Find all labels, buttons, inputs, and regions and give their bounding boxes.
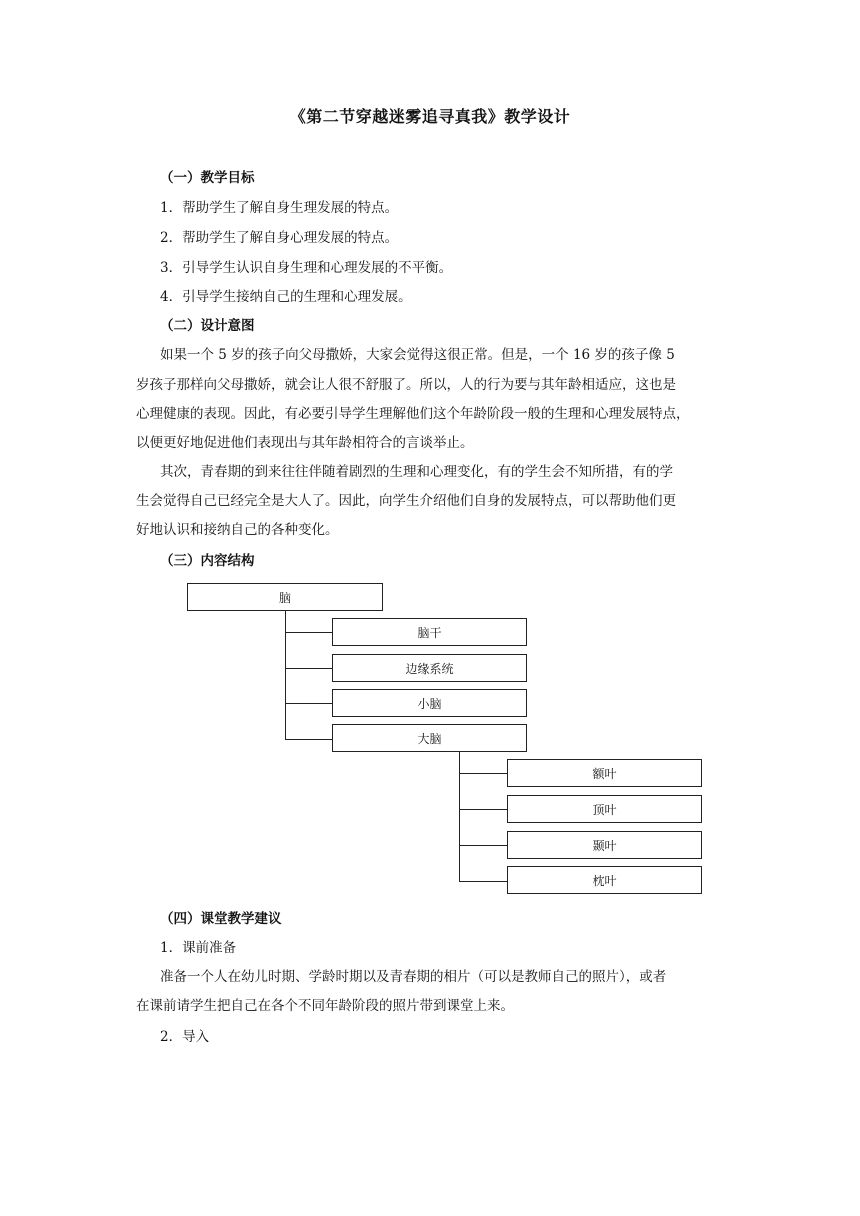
paragraph-line: 以便更好地促进他们表现出与其年龄相符合的言谈举止。: [136, 435, 474, 451]
section-heading-intent: （二）设计意图: [160, 318, 255, 334]
connector-line: [285, 610, 286, 739]
goal-item: 4．引导学生接纳自己的生理和心理发展。: [160, 289, 412, 305]
document-title: 《第二节穿越迷雾追寻真我》教学设计: [289, 107, 571, 126]
connector-line: [285, 632, 332, 633]
node-level2: 顶叶: [507, 795, 702, 823]
paragraph-line: 在课前请学生把自己在各个不同年龄阶段的照片带到课堂上来。: [136, 998, 514, 1014]
goal-item: 3．引导学生认识自身生理和心理发展的不平衡。: [160, 260, 453, 276]
section-heading-suggestions: （四）课堂教学建议: [160, 911, 282, 927]
subheading: 1．课前准备: [160, 940, 237, 956]
connector-line: [459, 845, 507, 846]
subheading: 2．导入: [160, 1029, 210, 1045]
paragraph-line: 生会觉得自己已经完全是大人了。因此，向学生介绍他们自身的发展特点，可以帮助他们更: [136, 493, 676, 509]
paragraph-line: 心理健康的表现。因此，有必要引导学生理解他们这个年龄阶段一般的生理和心理发展特点，: [136, 406, 690, 422]
paragraph-line: 好地认识和接纳自己的各种变化。: [136, 522, 339, 538]
node-root: 脑: [187, 583, 383, 611]
connector-line: [285, 739, 332, 740]
paragraph-line: 其次，青春期的到来往往伴随着剧烈的生理和心理变化，有的学生会不知所措，有的学: [160, 464, 673, 480]
node-level2: 额叶: [507, 759, 702, 787]
goal-item: 1．帮助学生了解自身生理发展的特点。: [160, 200, 399, 216]
node-level1: 边缘系统: [332, 654, 527, 682]
node-level2: 枕叶: [507, 866, 702, 894]
paragraph-line: 岁孩子那样向父母撒娇，就会让人很不舒服了。所以，人的行为要与其年龄相适应，这也是: [136, 377, 676, 393]
connector-line: [459, 752, 460, 881]
paragraph-line: 准备一个人在幼儿时期、学龄时期以及青春期的相片（可以是教师自己的照片），或者: [160, 969, 667, 985]
connector-line: [459, 809, 507, 810]
node-level1: 小脑: [332, 689, 527, 717]
node-level2: 颞叶: [507, 831, 702, 859]
paragraph-line: 如果一个 5 岁的孩子向父母撒娇，大家会觉得这很正常。但是，一个 16 岁的孩子像 5: [160, 347, 675, 363]
connector-line: [459, 773, 507, 774]
node-level1: 大脑: [332, 724, 527, 752]
node-level1: 脑干: [332, 618, 527, 646]
connector-line: [285, 703, 332, 704]
section-heading-goals: （一）教学目标: [160, 170, 255, 186]
connector-line: [285, 668, 332, 669]
section-heading-structure: （三）内容结构: [160, 553, 255, 569]
goal-item: 2．帮助学生了解自身心理发展的特点。: [160, 230, 399, 246]
connector-line: [459, 881, 507, 882]
